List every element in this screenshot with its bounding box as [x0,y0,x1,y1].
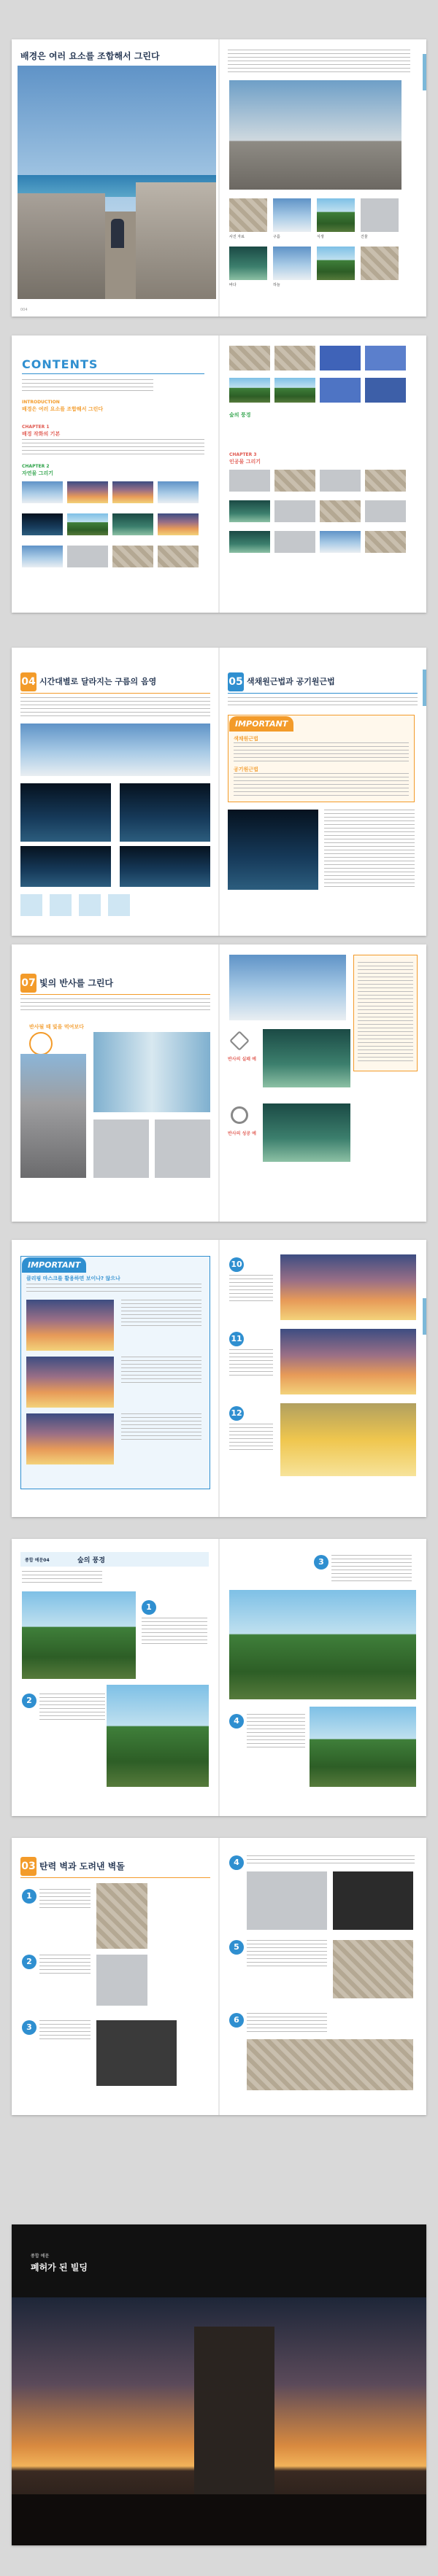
step-2: 2 [22,1955,36,1969]
page-tab [423,1298,426,1335]
page-tab [423,54,426,90]
sky-example-3 [26,1413,114,1464]
ch3-thumb-12 [365,531,406,553]
caption-3: 식생 [317,235,324,239]
step-1: 1 [22,1889,36,1904]
sub-1-text [234,742,409,761]
right-page [219,648,426,936]
ch3-thumb-1 [229,470,270,492]
step-10-text [229,1275,273,1304]
spread-brick [12,1838,426,2115]
step-1-text [39,1889,91,1911]
section-title: 빛의 반사를 그린다 [39,978,114,988]
reference-photo [229,80,402,190]
wall-image-3 [333,1940,413,1998]
r-thumb-4 [365,346,406,371]
success-image [263,1103,350,1162]
right-page [219,944,426,1222]
r-thumb-1 [229,346,270,371]
thumb-1 [229,198,267,232]
ch3-thumb-2 [274,470,315,492]
perspective-image [228,810,318,890]
step-4-text [247,1855,415,1866]
thumb-3 [317,198,355,232]
ch2-thumb-2 [67,481,108,503]
step-3-text [39,2020,91,2042]
earth-image-1 [20,846,111,887]
tag: 종합 예문04 [25,1558,50,1563]
forest-image-4 [310,1707,416,1787]
forest-title: 숲의 풍경 [77,1557,105,1564]
sky-example-1 [26,1300,114,1351]
tag: 종합 예문 [31,2254,50,2259]
body-text [20,697,210,718]
cloud-night-2 [120,783,210,842]
wall-image-4 [247,2039,413,2090]
ch3-thumb-6 [274,500,315,522]
step-12-text [229,1424,273,1453]
caption-1: 사진 자료 [229,235,245,239]
step-1-text [142,1618,207,1647]
ch3-label: CHAPTER 3 [229,452,257,457]
section-title: 탄력 벽과 도려낸 벽돌 [39,1861,125,1871]
left-page [12,39,219,317]
intro-text [22,1571,102,1586]
forest-image-1 [22,1591,136,1679]
section-number: 07 [20,974,36,993]
sky-example-2 [26,1357,114,1408]
section-number: 04 [20,672,36,691]
step-6: 6 [229,2013,244,2028]
spread-clipping [12,1240,426,1517]
right-page [219,39,426,317]
ch3-thumb-3 [320,470,361,492]
ch3-thumb-4 [365,470,406,492]
cloud-diagram [20,894,130,916]
right-page [219,1240,426,1517]
step-3-text [331,1555,412,1584]
left-page [12,1240,219,1517]
section-number: 05 [228,672,244,691]
r-thumb-2 [274,346,315,371]
step-6-text [247,2013,327,2035]
sub-2: 공기원근법 [234,767,258,772]
panel-text [26,1284,201,1294]
ch3-thumb-7 [320,500,361,522]
window-image-3 [155,1120,210,1178]
caption-5: 바다 [229,283,237,287]
r-thumb-6 [274,378,315,403]
step-10-image [280,1254,416,1320]
spread-ruined-building [12,2224,426,2545]
earth-image-2 [120,846,210,887]
step-12-image [280,1403,416,1476]
left-page [12,944,219,1222]
spread-contents [12,335,426,613]
rule [22,373,204,374]
ch2-title: 자연물 그리기 [22,470,54,476]
main-illustration [18,66,216,299]
building-image [229,955,346,1020]
ch3-thumb-10 [274,531,315,553]
caption-6: 하늘 [273,283,280,287]
important-badge: IMPORTANT [22,1257,86,1273]
success-label: 반사의 성공 예 [228,1131,256,1136]
reflection-circle [29,1032,53,1055]
body-text [228,50,410,73]
ch2-thumb-11 [112,546,153,567]
forest-label: 숲의 풍경 [229,412,251,418]
spread-forest [12,1539,426,1816]
window-image-2 [93,1120,149,1178]
step-4-text [247,1714,305,1750]
ch2-thumb-10 [67,546,108,567]
spread-title: 폐허가 된 빌딩 [31,2262,88,2273]
forest-image-3 [229,1590,416,1699]
toc-lines [22,379,153,392]
left-page [12,335,219,613]
left-page [12,648,219,936]
thumb-8 [361,247,399,280]
sub-2-text [234,773,409,798]
sky-note-3 [121,1413,201,1443]
x-mark [229,1031,250,1051]
section-title: 시간대별로 달라지는 구름의 음영 [39,677,157,686]
sub-heading: 클리핑 마스크를 활용하면 보이나? 않으나 [26,1276,120,1281]
step-2-text [39,1694,105,1723]
step-10: 10 [229,1257,244,1272]
ch2-thumb-5 [22,513,63,535]
contents-heading: CONTENTS [22,357,99,371]
body-text [228,697,418,707]
title-rule [20,1877,210,1878]
left-page [12,1539,219,1816]
step-12: 12 [229,1406,244,1421]
ch2-thumb-6 [67,513,108,535]
step-11-image [280,1329,416,1394]
cloud-night-1 [20,783,111,842]
brick-image-2 [96,1955,147,2006]
ch2-thumb-3 [112,481,153,503]
side-text [324,810,415,890]
step-4: 4 [229,1714,244,1729]
cloud-photo [20,723,210,776]
ruined-building-illustration [12,2297,426,2545]
ch2-thumb-1 [22,481,63,503]
wall-image-2 [333,1871,413,1930]
ch3-title: 인공물 그리기 [229,459,261,465]
ch2-thumb-9 [22,546,63,567]
fail-label: 반사의 실패 예 [228,1057,256,1062]
ch1-title: 배경 작화의 기본 [22,431,61,437]
street-photo [20,1054,86,1178]
step-1: 1 [142,1600,156,1615]
ch3-thumb-5 [229,500,270,522]
window-image-1 [93,1032,210,1112]
brick-image-1 [96,1883,147,1949]
sky-note-1 [121,1300,201,1329]
important-badge: IMPORTANT [229,716,293,732]
step-4: 4 [229,1855,244,1870]
intro-title: 배경은 여러 요소를 조합해서 그린다 [22,406,104,412]
step-3: 3 [22,2020,36,2035]
left-page [12,2224,426,2545]
title-rule [20,693,210,694]
spread-intro [12,39,426,317]
step-5-text [247,1940,327,1969]
r-thumb-8 [365,378,406,403]
body-text [20,998,210,1012]
spread-clouds [12,648,426,936]
step-11-text [229,1349,273,1378]
wall-image-1 [247,1871,327,1930]
thumb-4 [361,198,399,232]
sub-1: 색채원근법 [234,736,258,742]
r-thumb-5 [229,378,270,403]
ch3-thumb-9 [229,531,270,553]
spread-reflection [12,944,426,1222]
o-mark [231,1106,248,1124]
r-thumb-3 [320,346,361,371]
side-box-text [358,962,413,1064]
section-number: 03 [20,1857,36,1876]
step-5: 5 [229,1940,244,1955]
left-page [12,1838,219,2115]
step-2-text [39,1955,91,1976]
right-page [219,335,426,613]
step-11: 11 [229,1332,244,1346]
ch3-thumb-11 [320,531,361,553]
title-rule [20,994,210,995]
page-title: 배경은 여러 요소를 조합해서 그린다 [20,51,160,61]
ch2-thumb-8 [158,513,199,535]
ch1-lines [22,439,204,455]
ch1-label: CHAPTER 1 [22,424,50,430]
thumb-7 [317,247,355,280]
ch2-thumb-7 [112,513,153,535]
sky-note-2 [121,1357,201,1386]
caption-4: 건물 [361,235,368,239]
brick-image-3 [96,2020,177,2086]
title-rule [228,693,418,694]
ch2-thumb-4 [158,481,199,503]
fail-image [263,1029,350,1087]
thumb-6 [273,247,311,280]
page-number: 004 [20,308,28,312]
ch2-label: CHAPTER 2 [22,464,50,469]
right-page [219,1539,426,1816]
step-2: 2 [22,1694,36,1708]
caption-2: 구름 [273,235,280,239]
r-thumb-7 [320,378,361,403]
step-3: 3 [314,1555,328,1570]
forest-image-2 [107,1685,209,1787]
page-tab [423,670,426,706]
right-page [219,1838,426,2115]
ch3-thumb-8 [365,500,406,522]
thumb-2 [273,198,311,232]
section-title: 색채원근법과 공기원근법 [247,677,335,686]
ch2-thumb-12 [158,546,199,567]
intro-label: INTRODUCTION [22,400,60,405]
thumb-5 [229,247,267,280]
sub-heading: 반사될 때 빛을 먹여보다 [29,1024,84,1030]
